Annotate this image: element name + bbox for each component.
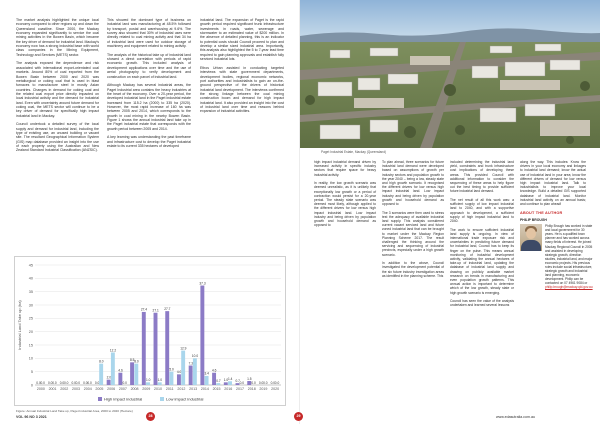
x-tick-label: 2019 xyxy=(259,387,268,391)
x-tick-label: 2015 xyxy=(212,387,221,391)
take-up-chart xyxy=(14,256,286,406)
y-tick-label: 5 xyxy=(30,369,33,374)
y-tick-label: 45 xyxy=(28,263,33,268)
chart-bar xyxy=(130,362,134,385)
y-tick-label: 0 xyxy=(30,383,33,388)
article-column-4 xyxy=(314,160,376,232)
chart-bar xyxy=(200,286,204,385)
legend-entry: High impact industrial xyxy=(104,396,143,402)
industrial-estate-photo xyxy=(300,0,600,148)
x-tick-label: 2007 xyxy=(118,387,127,391)
chart-bar xyxy=(205,376,209,385)
chart-bar xyxy=(99,364,103,385)
data-label: 0.0 xyxy=(36,380,41,385)
data-label: 1.0 xyxy=(157,378,163,383)
article-paragraph: The market analysis highlighted the unique local economy compared to other regions up and down the Queensland coastline. Since 2000, the Mackay economy expanded significantly to service the coal mining activities in the Bowen Basin, which became the key driver of demand for industrial land. Mackay's economy now has a strong industrial base with world class companies in the Mining Equipment, Technology and Services (METS) sector. xyxy=(16,18,99,57)
data-label: 12.2 xyxy=(109,348,117,353)
data-label: 7.3 xyxy=(188,361,194,366)
x-tick-label: 2012 xyxy=(177,387,186,391)
x-tick-label: 2017 xyxy=(236,387,244,391)
data-label: 0.0 xyxy=(270,380,276,385)
data-label: 1.5 xyxy=(247,376,252,381)
data-label: 0.0 xyxy=(274,380,280,385)
x-tick-label: 2004 xyxy=(83,387,92,391)
data-label: 0.0 xyxy=(71,380,76,385)
chart-bar xyxy=(228,381,232,385)
data-label: 0.0 xyxy=(48,380,53,385)
footer-volume: VOL 96 NO 3 2021 xyxy=(16,415,47,419)
data-label: 4.6 xyxy=(118,368,123,373)
y-tick-label: 10 xyxy=(28,356,33,361)
article-column-2 xyxy=(107,18,191,153)
article-paragraph: This showed the dominant type of business on industrial land was manufacturing at 48.5% followed by transport, postal and warehousing at 9.6%. The survey also showed that 30% of industrial uses were directly related to coal mining activity and that 34 ha of industrial land were used for outdoor storage of machinery and equipment related to mining activity. xyxy=(107,18,191,49)
data-label: 0.0 xyxy=(83,380,88,385)
data-label: 27.4 xyxy=(140,307,148,312)
x-tick-label: 2008 xyxy=(130,387,139,391)
data-label: 0.0 xyxy=(263,380,268,385)
author-photo xyxy=(520,224,542,251)
data-label: 0.0 xyxy=(40,380,45,385)
chart-bar xyxy=(216,383,220,385)
take-up-chart-svg xyxy=(15,257,287,407)
x-tick-label: 2000 xyxy=(36,387,45,391)
data-label: 0.0 xyxy=(258,380,264,385)
chart-caption: Figure: Annual Industrial Land Take up, Paget Industrial Area, 2000 to 2020 (Hectare) xyxy=(16,409,133,413)
article-paragraph: high impact industrial demand driven by increased activity in specific industry sectors that require space for heavy industrial activity. xyxy=(314,160,376,177)
aerial-photo-illustration xyxy=(300,0,600,148)
photo-caption: Paget Industrial Estate, Mackay (Queensland) xyxy=(321,150,387,154)
article-column-5 xyxy=(382,160,444,282)
data-label: 12.9 xyxy=(180,346,187,351)
article-column-6 xyxy=(450,160,514,312)
article-paragraph: The work to ensure sufficient industrial land supply is ongoing. In view of international trade exposure risk and uncertainties in predicting future demand for industrial land, Council has to keep its finger on the pulse. This means annual monitoring of industrial development activity, validating the annual hectares of take-up of industrial land, updating the database of industrial land supply and drawing on publicly available market research on trends in manufacturing and even population growth patterns. This annual action is important to determine which of the low growth, steady state or high growth scenario is emerging. xyxy=(450,227,514,295)
data-label: 37.3 xyxy=(199,281,206,286)
article-paragraph: along the way. This includes: Know the drivers in your local economy and linkages to industrial land demand; know the actual use of industrial land in your area; know the different drivers of demand for low versus high impact industrial land. Talk to industrialists to improve your local knowledge. Build a detailed GIS supported database of industrial land. Monitor industrial land activity on an annual basis; and continue to plan ahead! xyxy=(520,160,586,207)
data-label: 0.0 xyxy=(239,380,245,385)
data-label: 0.0 xyxy=(122,380,127,385)
article-paragraph: The analysis of the historical take up of industrial land showed a direct correlation with periods of rapid economic growth. This included analysis of development applications over time and the use of aerial photography to verify development and construction on each parcel of industrial land. xyxy=(107,52,191,79)
chart-bar xyxy=(158,382,162,385)
chart-bar xyxy=(142,312,146,385)
data-label: 0.0 xyxy=(59,380,65,385)
data-label: 1.0 xyxy=(145,378,151,383)
x-tick-label: 2016 xyxy=(224,387,233,391)
article-paragraph: The net result of all this work was: a sufficient supply of low impact industrial land to 2040, and with a supportive approach to development, a sufficient supply of high impact industrial land to 2040. xyxy=(450,198,514,224)
x-tick-label: 2011 xyxy=(165,387,174,391)
article-paragraph: industrial land. The expansion of Paget is the rapid growth period required significant trunk infrastructure investments in roads, water, sewerage and stormwater to an estimated value of $200 million. In the absence of detailed planning, this is an indicator to potential costs should Council proceed to plan and develop a similar sized industrial area. Importantly, this analysis also highlighted the 5 to 7-year lead time required to gain planning approvals and establish fully serviced industrial lots. xyxy=(200,18,284,62)
x-tick-label: 2010 xyxy=(154,387,162,391)
author-bio: Philip Brough has worked in state and local government for 30 years. He is a qualified town planner and has worked across many fields of interest. He joined Mackay Regional Council in 2005 and assisted in developing strategic growth, direction studies, industrial land, and major economic projects. His previous roles include social infrastructure, strategic growth and industrial land planning, economic development. Philip can be contacted on 07 4961 9084 or philip.brough@mackay.qld.gov.au xyxy=(545,224,593,290)
about-author-title: ABOUT THE AUTHOR xyxy=(520,210,563,215)
article-paragraph: A key learning was understanding the past timeframe and infrastructure cost to develop the Paget industrial estate to its current 335 hectares of developed xyxy=(107,135,191,149)
y-tick-label: 40 xyxy=(28,276,33,281)
page-number-left: 28 xyxy=(146,412,155,421)
article-paragraph: In addition to the above, Council investigated the development potential of the six future industry investigation areas as identified in the planning scheme. This xyxy=(382,261,444,278)
chart-bar xyxy=(189,366,193,385)
right-page xyxy=(296,0,600,424)
chart-bar xyxy=(146,382,150,385)
data-label: 8.0 xyxy=(134,359,139,364)
article-column-7 xyxy=(520,160,593,290)
data-label: 0.7 xyxy=(216,378,221,383)
data-label: 5.0 xyxy=(169,367,174,372)
chart-bar xyxy=(134,364,138,385)
data-label: 4.0 xyxy=(176,370,182,375)
article-paragraph: Ethos Urban assisted in conducting targeted interviews with state government departments, development bodies, regional economic networks, port authorities and industrialists to gain an on-the-ground perspective of the drivers of historical industrial land development. The interviews confirmed the strong linkage between the coal mining construction boom and demand for high impact industrial land. It also provided an insight into the cost of industrial land over time and reasons behind expansion of industrial activities. xyxy=(200,65,284,114)
chart-bar xyxy=(169,372,173,385)
article-paragraph: To plan ahead, three scenarios for future industrial land demand were developed based on assumptions of growth per industry sectors and population growth to the year 2040 – being a low, steady state and high growth scenario. It recognised the different drivers for low versus high impact industrial land. Low impact industry and being driven by population growth and household demand as opposed to xyxy=(382,160,444,207)
x-tick-label: 2013 xyxy=(189,387,198,391)
data-label: 0.0 xyxy=(52,380,57,385)
y-tick-label: 15 xyxy=(28,343,33,348)
article-paragraph: included determining the industrial land yield, constraints and trunk infrastructure cost implications of developing these areas. This provided Council with additional information to consider the sequencing of these areas to help figure out the best timing to provide sufficient future industrial land demand. xyxy=(450,160,514,194)
y-axis-label: Industrial Land Take up (ha) xyxy=(17,300,22,350)
x-tick-label: 2020 xyxy=(271,387,280,391)
chart-bar xyxy=(107,380,111,385)
data-label: 27.1 xyxy=(152,308,159,313)
x-tick-label: 2001 xyxy=(48,387,57,391)
data-label: 0.0 xyxy=(94,380,100,385)
data-label: 0.0 xyxy=(251,380,256,385)
data-label: 8.0 xyxy=(99,359,104,364)
x-tick-label: 2002 xyxy=(60,387,69,391)
y-tick-label: 20 xyxy=(28,329,33,334)
article-paragraph: The analysis exposed the dependence and risk associated with international export-orientated coal markets. Around 80% of coal exported from the Bowen Basin between 2000 and 2020 was metallurgical or coking coal that is used in blast furnaces to manufacture steel in mostly Asian countries. Changes in demand for coking coal and the related coal export price directly impacted on local industrial activity and the demand for industrial land. Even with uncertainty around future demand for coking coal, the METS sector will continue to be a key driver of demand for specifically high impact industrial land in Mackay. xyxy=(16,61,99,118)
y-tick-label: 25 xyxy=(28,316,33,321)
legend-swatch xyxy=(98,397,102,401)
data-label: 4.6 xyxy=(212,368,217,373)
chart-bar xyxy=(111,352,115,385)
article-paragraph: Council has seen the value of the analysis undertaken and learned several lessons xyxy=(450,299,514,308)
chart-bar xyxy=(224,382,228,385)
chart-bar xyxy=(177,374,181,385)
x-tick-label: 2014 xyxy=(200,387,209,391)
data-label: 0.0 xyxy=(75,380,81,385)
legend-entry: Low impact industrial xyxy=(166,396,204,402)
article-paragraph: Although Mackay has several industrial areas, the Paget Industrial area contains the heavy industries at the heart of the economy. Over a 20-year period, the developed industrial land in the Paget industrial estate increased from 115.2 ha (2000) to 335 ha (2020). However, the most rapid increase of 160 ha was between 2005 and 2014, which corresponds to the growth in coal mining in the nearby Bowen Basin. Figure 1 shows the annual industrial land take up in the Paget industrial estate that corresponds with the growth period between 2005 and 2014. xyxy=(107,83,191,131)
article-column-1 xyxy=(16,18,99,157)
chart-bar xyxy=(165,311,169,385)
page-number-right: 29 xyxy=(294,412,303,421)
y-tick-label: 35 xyxy=(28,289,33,294)
legend-swatch xyxy=(160,397,164,401)
data-label: 0.7 xyxy=(235,378,240,383)
data-label: 3.4 xyxy=(204,371,209,376)
data-label: 27.7 xyxy=(164,306,171,311)
x-tick-label: 2009 xyxy=(142,387,151,391)
data-label: 0.0 xyxy=(63,380,69,385)
chart-bar xyxy=(181,351,185,385)
data-label: 10.0 xyxy=(191,354,199,359)
chart-bar xyxy=(193,358,197,385)
author-email-link[interactable]: philip.brough@mackay.qld.gov.au xyxy=(545,285,593,290)
article-paragraph: The 3 scenarios were then used to stress test the adequacy of available industrial land supply. This analysis considered current vacant serviced land and future zoned industrial land that can be brought to market under the Mackay Region Planning Scheme 2017. The result challenged the thinking around the servicing and sequencing of industrial precincts, especially under a high growth scenario. xyxy=(382,210,444,257)
data-label: 2.0 xyxy=(106,375,112,380)
y-tick-label: 30 xyxy=(28,303,33,308)
x-tick-label: 2006 xyxy=(107,387,116,391)
author-box xyxy=(520,224,593,290)
x-tick-label: 2018 xyxy=(247,387,256,391)
article-paragraph: Council undertook a detailed survey of the local supply and demand for industrial land, including the type of existing use, an unused building or vacant site. The resultant Geographical Information System (GIS) map database provided an insight into the use of each property using the Australian and New Zealand Standard Industrial Classification (ANZSIC). xyxy=(16,122,99,153)
data-label: 1.0 xyxy=(223,378,229,383)
data-label: 0.0 xyxy=(87,380,92,385)
article-paragraph: In reality, the low growth scenario was deemed unrealistic, as it is unlikely that exceptionally low growth or a period of contraction would persist for a 20-year period. The steady state scenario was deemed most likely, although applied to the different drivers for low versus high impact industrial land. Low impact industry and being driven by population growth and household demand as opposed to xyxy=(314,181,376,228)
chart-bar xyxy=(154,313,158,385)
x-tick-label: 2005 xyxy=(95,387,104,391)
x-tick-label: 2003 xyxy=(72,387,80,391)
footer-url: www.edasutralia.com.au xyxy=(496,415,535,419)
article-column-3 xyxy=(200,18,284,118)
data-label: 8.5 xyxy=(130,358,135,363)
author-name: PHILIP BROUGH xyxy=(520,217,547,222)
data-label: 1.4 xyxy=(227,377,233,382)
